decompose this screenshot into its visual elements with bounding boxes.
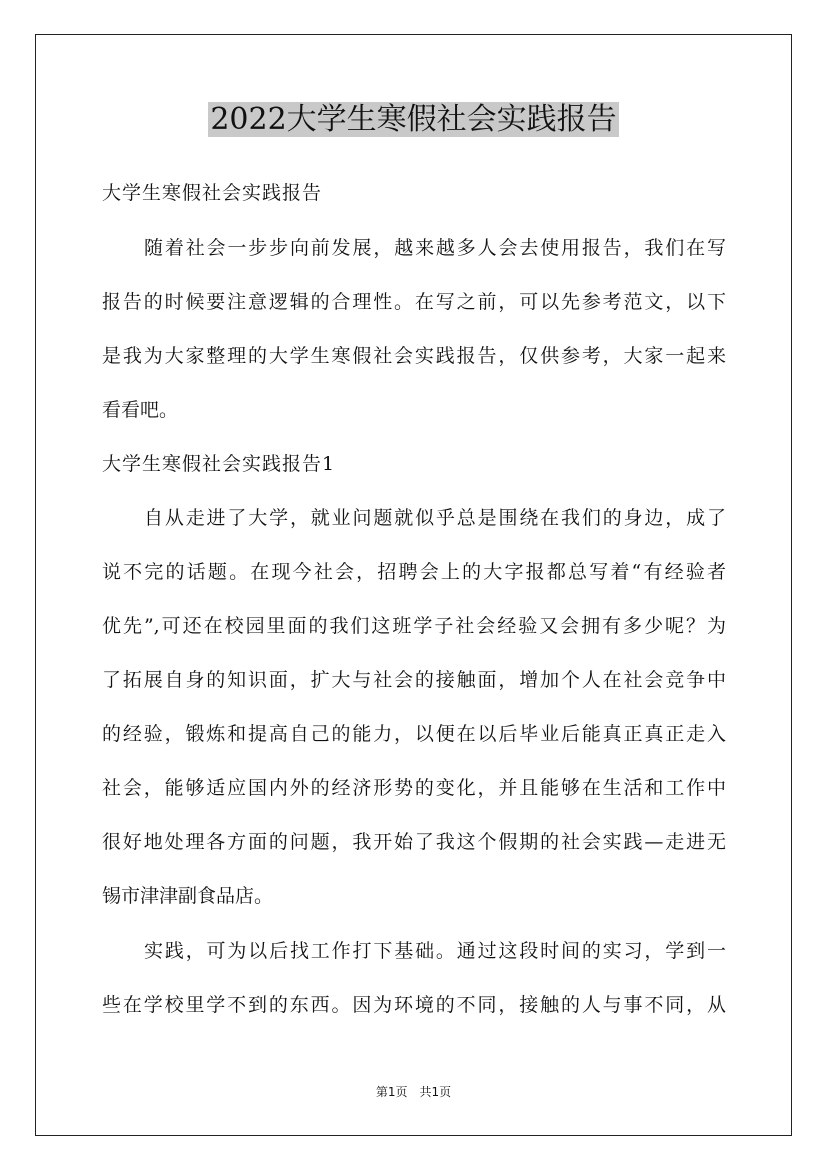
paragraph-line: 看看吧。 [102, 399, 179, 421]
section-paragraph-2 [102, 924, 726, 1032]
document-subtitle: 大学生寒假社会实践报告 [102, 182, 323, 204]
section-heading: 大学生寒假社会实践报告1 [102, 453, 336, 475]
document-title [0, 98, 827, 142]
paragraph-line: 优先”,可还在校园里面的我们这班学子社会经验又会拥有多少呢？为 [102, 615, 726, 637]
paragraph-line: 了拓展自身的知识面，扩大与社会的接触面，增加个人在社会竞争中 [102, 669, 726, 691]
section-paragraph-1 [102, 491, 726, 923]
document-title-text: 2022大学生寒假社会实践报告 [210, 102, 617, 137]
paragraph-line: 实践，可为以后找工作打下基础。通过这段时间的实习，学到一 [144, 940, 726, 962]
paragraph-line: 是我为大家整理的大学生寒假社会实践报告，仅供参考，大家一起来 [102, 345, 726, 367]
paragraph-line: 说不完的话题。在现今社会，招聘会上的大字报都总写着“有经验者 [102, 561, 726, 583]
intro-paragraph [102, 221, 726, 437]
paragraph-line: 的经验，锻炼和提高自己的能力，以便在以后毕业后能真正真正走入 [102, 723, 726, 745]
paragraph-line: 些在学校里学不到的东西。因为环境的不同，接触的人与事不同，从 [102, 994, 726, 1016]
paragraph-line: 随着社会一步步向前发展，越来越多人会去使用报告，我们在写 [144, 237, 726, 259]
paragraph-line: 自从走进了大学，就业问题就似乎总是围绕在我们的身边，成了 [144, 507, 726, 529]
page-footer: 第1页 共1页 [375, 1085, 452, 1099]
paragraph-line: 锡市津津副食品店。 [102, 885, 274, 907]
paragraph-line: 社会，能够适应国内外的经济形势的变化，并且能够在生活和工作中 [102, 777, 726, 799]
paragraph-line: 报告的时候要注意逻辑的合理性。在写之前，可以先参考范文，以下 [102, 291, 726, 313]
paragraph-line: 很好地处理各方面的问题，我开始了我这个假期的社会实践—走进无 [102, 831, 726, 853]
